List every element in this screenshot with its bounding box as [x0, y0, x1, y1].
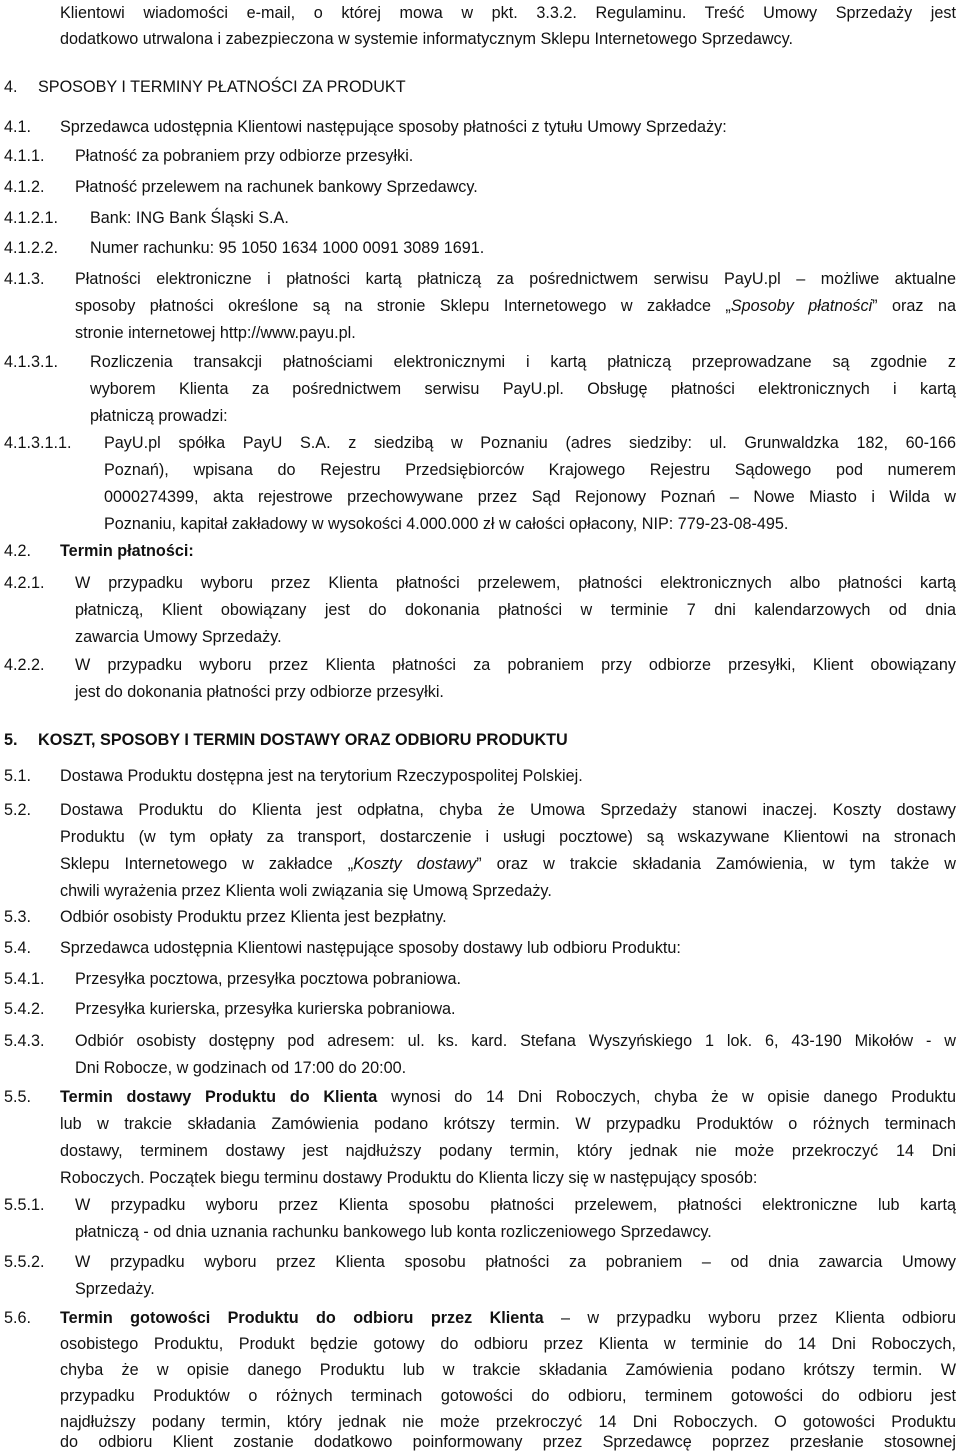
clause-number: 5.3. — [4, 908, 32, 926]
text-line: Odbiór osobisty dostępny pod adresem: ul. ks. kard. Stefana Wyszyńskiego 1 lok. 6, 43-190 Mikołów - w — [75, 1032, 956, 1050]
clause-text: Dostawa Produktu dostępna jest na terytorium Rzeczypospolitej Polskiej. — [60, 767, 583, 785]
text-line: Poznaniu, kapitał zakładowy w wysokości 4.000.000 zł w całości opłacony, NIP: 779-23-08-495. — [104, 515, 789, 533]
text-line: Sprzedaży. — [75, 1280, 155, 1298]
clause-number: 4.1.3.1. — [4, 353, 59, 371]
clause-number: 4.2.1. — [4, 574, 45, 592]
text-line: Dni Robocze, w godzinach od 17:00 do 20:00. — [75, 1059, 407, 1077]
text-line: lub w trakcie składania Zamówienia podano krótszy termin. W przypadku Produktów o różnych terminach — [60, 1115, 956, 1133]
text-line: płatniczą, Klient obowiązany jest do dokonania płatności w terminie 7 dni kalendarzowych od dnia — [75, 601, 956, 619]
clause-number: 5.4.3. — [4, 1032, 45, 1050]
text-line: dodatkowo utrwalona i zabezpieczona w systemie informatycznym Sklepu Internetowego Sprzedawcy. — [60, 30, 793, 48]
text-line: Płatności elektroniczne i płatności kartą płatniczą za pośrednictwem serwisu PayU.pl – możliwe aktualne — [75, 270, 956, 288]
section-number: 5. — [4, 731, 18, 749]
text-fragment: ” oraz w trakcie składania Zamówienia, w tym także w — [476, 855, 956, 873]
clause-title: Termin gotowości Produktu do odbioru przez Klienta — [60, 1309, 544, 1327]
text-line — [60, 1084, 956, 1110]
section-title: SPOSOBY I TERMINY PŁATNOŚCI ZA PRODUKT — [38, 78, 406, 96]
text-line: osobistego Produktu, Produkt będzie gotowy do odbioru przez Klienta w terminie do 14 Dni Roboczych, — [60, 1335, 956, 1353]
section-title: KOSZT, SPOSOBY I TERMIN DOSTAWY ORAZ ODBIORU PRODUKTU — [38, 731, 568, 749]
text-line: płatniczą - od dnia uznania rachunku bankowego lub konta rozliczeniowego Sprzedawcy. — [75, 1223, 712, 1241]
clause-text: Płatność za pobraniem przy odbiorze przesyłki. — [75, 147, 414, 165]
clause-number: 5.1. — [4, 767, 32, 785]
text-line: W przypadku wyboru przez Klienta płatności przelewem, płatności elektronicznych albo płatności kartą — [75, 574, 956, 592]
text-line: chwili wyrażenia przez Klienta woli związania się Umową Sprzedaży. — [60, 882, 552, 900]
section-number: 4. — [4, 78, 18, 96]
clause-text: Sprzedawca udostępnia Klientowi następujące sposoby dostawy lub odbioru Produktu: — [60, 939, 681, 957]
clause-number: 4.2. — [4, 542, 32, 560]
clause-text: Bank: ING Bank Śląski S.A. — [90, 209, 289, 227]
text-line: dostawy, terminem dostawy jest najdłuższy podany termin, który jednak nie może przekroczyć 14 Dni — [60, 1142, 956, 1160]
text-line: Roboczych. Początek biegu terminu dostawy Produktu do Klienta liczy się w następujący sposób: — [60, 1169, 758, 1187]
clause-number: 4.1.2.2. — [4, 239, 59, 257]
clause-number: 4.1.1. — [4, 147, 45, 165]
clause-number: 5.5.2. — [4, 1253, 45, 1271]
text-line: wyborem Klienta za pośrednictwem serwisu PayU.pl. Obsługę płatności elektronicznych i kartą — [90, 380, 956, 398]
clause-number: 5.4.1. — [4, 970, 45, 988]
text-fragment: ” oraz na — [872, 297, 956, 315]
clause-number: 5.4.2. — [4, 1000, 45, 1018]
text-line: Klientowi wiadomości e-mail, o której mowa w pkt. 3.3.2. Regulaminu. Treść Umowy Sprzedaży jest — [60, 4, 956, 22]
text-line: Rozliczenia transakcji płatnościami elektronicznymi i kartą płatniczą przeprowadzane są zgodnie z — [90, 353, 956, 371]
text-line: chyba że w opisie danego Produktu lub w trakcie składania Zamówienia podano krótszy termin. W — [60, 1361, 956, 1379]
clause-number: 4.1.3.1.1. — [4, 434, 72, 452]
clause-number: 5.6. — [4, 1309, 32, 1327]
clause-number: 4.1.3. — [4, 270, 45, 288]
clause-number: 4.1.2. — [4, 178, 45, 196]
clause-text: Odbiór osobisty Produktu przez Klienta jest bezpłatny. — [60, 908, 447, 926]
text-fragment: Sklepu Internetowego w zakładce „ — [60, 855, 354, 873]
text-line: 0000274399, akta rejestrowe przechowywane przez Sąd Rejonowy Poznań – Nowe Miasto i Wilda w — [104, 488, 956, 506]
clause-title: Termin dostawy Produktu do Klienta — [60, 1088, 378, 1106]
text-line: płatniczą prowadzi: — [90, 407, 228, 425]
text-line: W przypadku wyboru przez Klienta płatności za pobraniem przy odbiorze przesyłki, Klient obowiązany — [75, 656, 956, 674]
text-line: W przypadku wyboru przez Klienta sposobu płatności przelewem, płatności elektroniczne lub kartą — [75, 1196, 956, 1214]
text-line: najdłuższy podany termin, który jednak nie może przekroczyć 14 Dni Roboczych. O gotowości Produktu — [60, 1413, 956, 1431]
text-line — [60, 1305, 956, 1331]
clause-number: 5.4. — [4, 939, 32, 957]
clause-number: 4.1. — [4, 118, 32, 136]
text-fragment: – w przypadku wyboru przez Klienta odbioru — [543, 1309, 956, 1327]
text-line — [60, 851, 956, 877]
tab-reference: Koszty dostawy — [353, 855, 477, 873]
text-fragment: sposoby płatności określone są na stronie Sklepu Internetowego w zakładce „ — [75, 297, 731, 315]
text-line: Produktu (w tym opłaty za transport, dostarczenie i usługi pocztowe) są wskazywane Klientowi na stronach — [60, 828, 956, 846]
text-line: W przypadku wyboru przez Klienta sposobu płatności za pobraniem – od dnia zawarcia Umowy — [75, 1253, 956, 1271]
clause-number: 5.5. — [4, 1088, 32, 1106]
text-line: Dostawa Produktu do Klienta jest odpłatna, chyba że Umowa Sprzedaży stanowi inaczej. Koszty dostawy — [60, 801, 956, 819]
clause-number: 5.5.1. — [4, 1196, 45, 1214]
clause-title: Termin płatności: — [60, 542, 194, 560]
clause-text: Przesyłka pocztowa, przesyłka pocztowa pobraniowa. — [75, 970, 461, 988]
text-line: zawarcia Umowy Sprzedaży. — [75, 628, 282, 646]
clause-text: Przesyłka kurierska, przesyłka kurierska pobraniowa. — [75, 1000, 456, 1018]
clause-number: 4.2.2. — [4, 656, 45, 674]
clause-text: Numer rachunku: 95 1050 1634 1000 0091 3089 1691. — [90, 239, 485, 257]
text-line — [75, 293, 956, 319]
text-line: stronie internetowej http://www.payu.pl. — [75, 324, 356, 342]
clause-number: 4.1.2.1. — [4, 209, 59, 227]
text-line: PayU.pl spółka PayU S.A. z siedzibą w Poznaniu (adres siedziby: ul. Grunwaldzka 182, 60-166 — [104, 434, 956, 452]
text-fragment: wynosi do 14 Dni Roboczych, chyba że w opisie danego Produktu — [377, 1088, 956, 1106]
clause-text: Sprzedawca udostępnia Klientowi następujące sposoby płatności z tytułu Umowy Sprzedaży: — [60, 118, 727, 136]
text-line: Poznań), wpisana do Rejestru Przedsiębiorców Krajowego Rejestru Sądowego pod numerem — [104, 461, 956, 479]
clause-number: 5.2. — [4, 801, 32, 819]
clause-text: Płatność przelewem na rachunek bankowy Sprzedawcy. — [75, 178, 478, 196]
text-line: jest do dokonania płatności przy odbiorze przesyłki. — [75, 683, 444, 701]
text-line: do odbioru Klient zostanie dodatkowo poinformowany przez Sprzedawcę poprzez przesłanie stosownej — [60, 1433, 956, 1451]
text-line: przypadku Produktów o różnych terminach gotowości do odbioru, terminem gotowości do odbioru jest — [60, 1387, 956, 1405]
tab-reference: Sposoby płatności — [730, 297, 873, 315]
